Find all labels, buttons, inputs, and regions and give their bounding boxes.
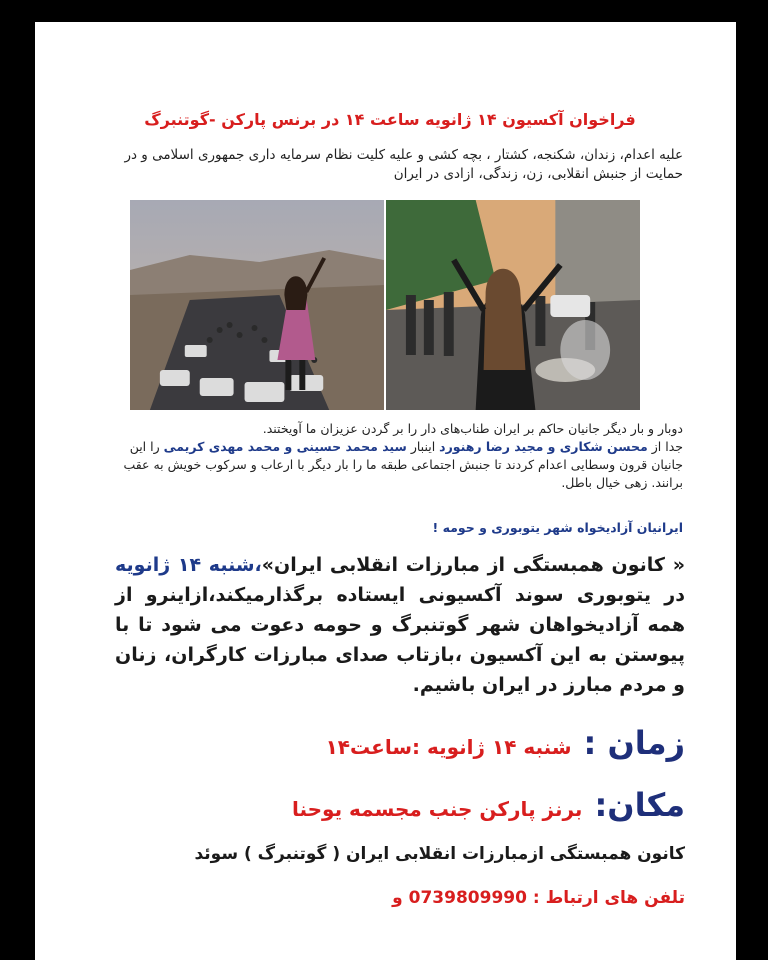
phone-label: تلفن های ارتباط : — [532, 888, 685, 908]
address-line: ایرانیان آزادیخواه شهر یتوبوری و حومه ! — [432, 520, 683, 535]
para2-line2 — [115, 438, 683, 492]
time-label: زمان : — [583, 724, 685, 762]
organizer-name: کانون همبستگی ازمبارزات انقلابی ایران ( گوتنبرگ ) سوئد — [194, 844, 685, 864]
execution-paragraph — [115, 420, 683, 492]
para2-rest: را این جانیان قرون وسطایی اعدام کردند تا جنبش اجتماعی طبقه ما را بار دیگر با ارعاب و سرکوب خویش به عقب برانند. زهی خیال باطل. — [123, 439, 683, 490]
poster-page — [35, 22, 736, 960]
time-row — [115, 724, 685, 762]
poster-title: فراخوان آکسیون ۱۴ ژانویه ساعت ۱۴ در برنس پارکن -گوتنبرگ — [144, 110, 636, 129]
photo-street-protest — [386, 200, 640, 410]
place-label: مکان: — [594, 786, 685, 824]
photo-crowd-highway — [130, 200, 384, 410]
place-value: برنز پارکن جنب مجسمه یوحنا — [291, 797, 583, 821]
intro-text: علیه اعدام، زندان، شکنجه، کشتار ، بچه کشی و علیه کلیت نظام سرمایه داری جمهوری اسلامی و در حمایت از جنبش انقلابی، زن، زندگی، ازادی در ایران — [124, 147, 683, 182]
quote-open: « — [672, 554, 685, 576]
para2-line1: دوبار و بار دیگر جانیان حاکم بر ایران طناب‌های دار را بر گردن عزیزان ما آویختند. — [262, 421, 683, 436]
para2-prefix: جدا از — [651, 439, 683, 454]
org-quote: کانون همبستگی از مبارزات انقلابی ایران» — [261, 554, 665, 576]
contact-phone — [115, 888, 685, 908]
announcement-rest: در یتوبوری سوند آکسیونی ایستاده برگذارمیکند،ازاینرو از همه آزادیخواهان شهر گوتنبرگ و حومه دعوت می شود تا با پیوستن به این آکسیون ،بازتاب صدای مبارزات کارگران، زنان و مردم مبارز در ایران باشیم. — [115, 584, 685, 696]
place-row — [115, 786, 685, 824]
time-value: شنبه ۱۴ ژانویه :ساعت۱۴ — [325, 735, 572, 759]
phone-suffix: و — [392, 888, 403, 908]
event-date: ،شنبه ۱۴ ژانویه — [115, 554, 262, 576]
phone-number: 0739809990 — [408, 888, 527, 908]
photo-collage — [130, 200, 640, 410]
names-b: سید محمد حسینی و محمد مهدی کریمی — [163, 439, 407, 454]
names-a: محسن شکاری و مجید رضا رهنورد — [439, 439, 648, 454]
main-announcement — [115, 550, 685, 700]
para2-middle: اینبار — [410, 439, 436, 454]
